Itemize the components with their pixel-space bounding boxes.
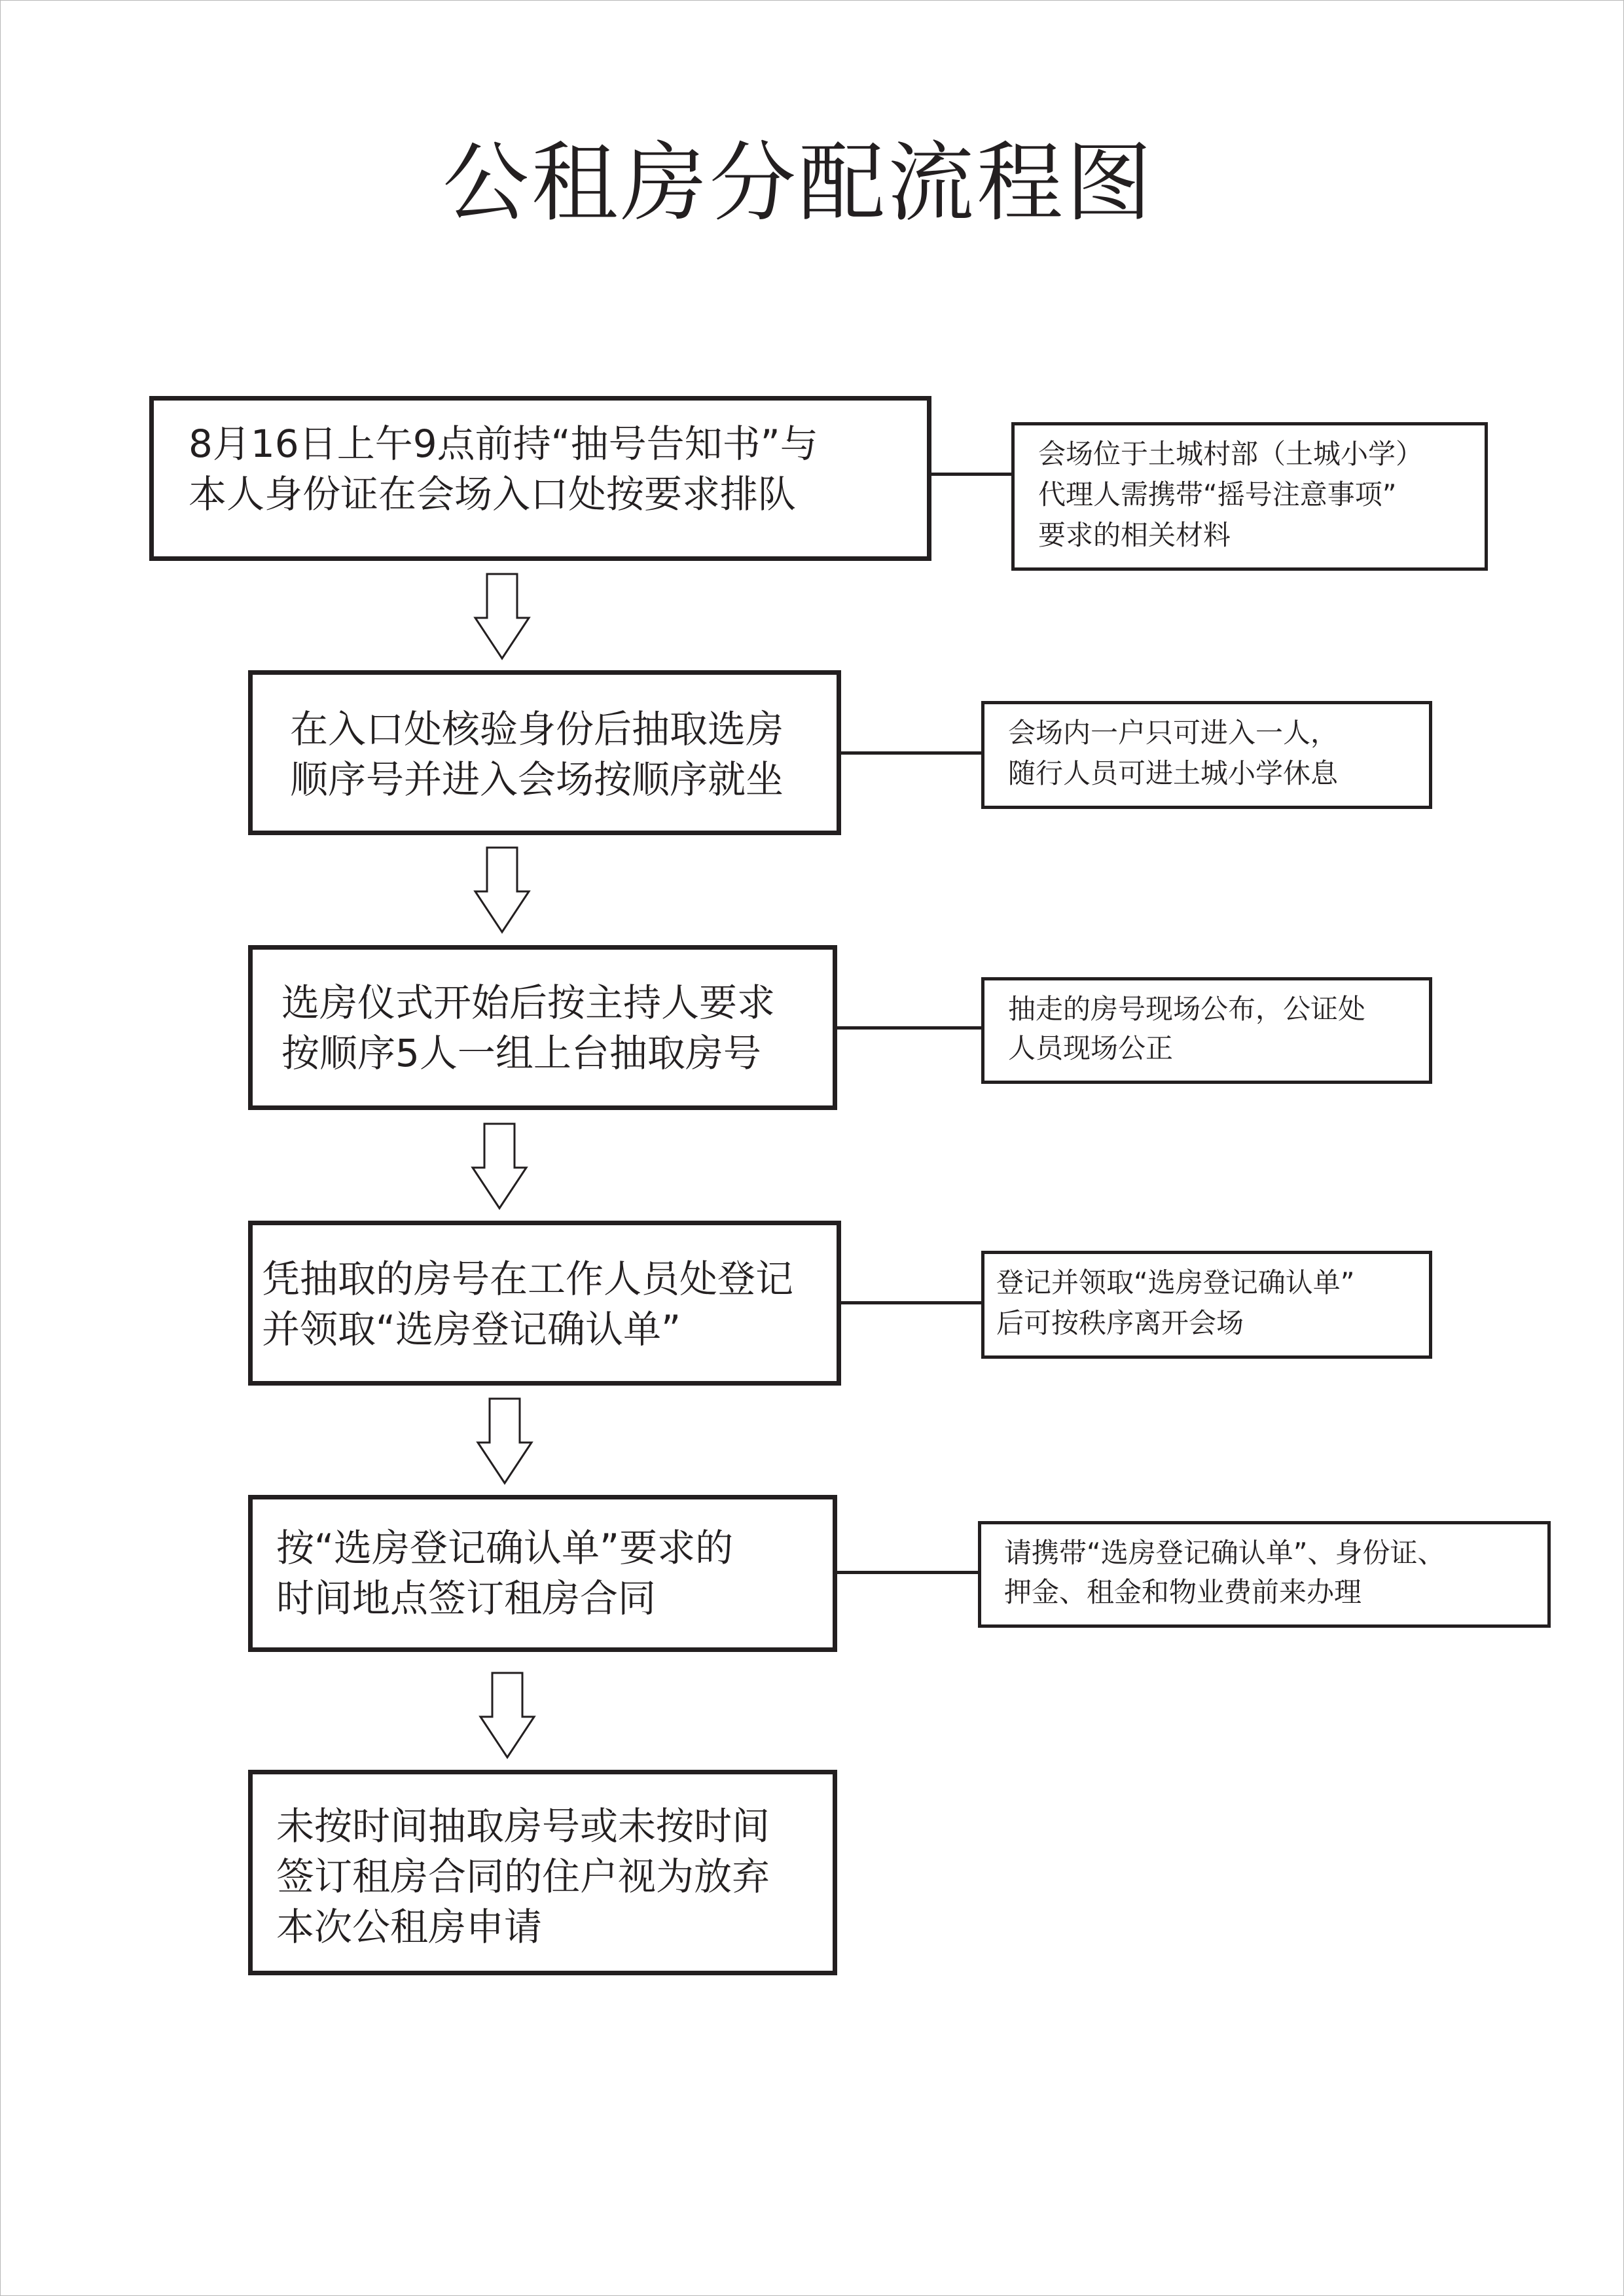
step-2-line-2: 顺序号并进入会场按顺序就坐 <box>290 757 784 802</box>
step-6-line-1: 未按时间抽取房号或未按时间 <box>276 1804 770 1848</box>
step-1-line-2: 本人身份证在会场入口处按要求排队 <box>189 472 797 516</box>
note-1-line-3: 要求的相关材料 <box>1038 519 1231 551</box>
connector-2 <box>841 751 982 755</box>
connector-4 <box>841 1301 982 1304</box>
note-3-line-1: 抽走的房号现场公布，公证处 <box>1008 993 1366 1025</box>
note-2-line-1: 会场内一户只可进入一人， <box>1008 717 1339 749</box>
step-3-line-1: 选房仪式开始后按主持人要求 <box>281 980 776 1025</box>
down-arrow-2-icon <box>473 846 532 935</box>
step-4-line-2: 并领取“选房登记确认单” <box>262 1307 681 1352</box>
note-3-line-2: 人员现场公正 <box>1008 1032 1174 1064</box>
down-arrow-3-icon <box>470 1122 529 1211</box>
step-2-line-1: 在入口处核验身份后抽取选房 <box>290 707 784 751</box>
step-1-line-1: 8月16日上午9点前持“抽号告知书”与 <box>189 422 818 466</box>
step-6-line-3: 本次公租房申请 <box>276 1905 543 1949</box>
connector-3 <box>837 1026 982 1030</box>
step-5-line-1: 按“选房登记确认单”要求的 <box>276 1526 734 1570</box>
note-2-line-2: 随行人员可进土城小学休息 <box>1008 757 1339 789</box>
note-4-line-1: 登记并领取“选房登记确认单” <box>996 1266 1355 1299</box>
step-6-line-2: 签订租房合同的住户视为放弃 <box>276 1854 770 1899</box>
page-title: 公租房分配流程图 <box>442 133 1155 234</box>
note-1-line-2: 代理人需携带“摇号注意事项” <box>1038 478 1397 511</box>
connector-1 <box>931 473 1013 476</box>
down-arrow-4-icon <box>475 1397 534 1486</box>
step-5-line-2: 时间地点签订租房合同 <box>276 1576 657 1621</box>
step-3-line-2: 按顺序5人一组上台抽取房号 <box>281 1031 761 1075</box>
note-4-line-2: 后可按秩序离开会场 <box>996 1307 1244 1339</box>
down-arrow-1-icon <box>473 572 532 661</box>
connector-5 <box>837 1571 979 1574</box>
step-4-line-1: 凭抽取的房号在工作人员处登记 <box>262 1257 794 1301</box>
note-5-line-2: 押金、租金和物业费前来办理 <box>1004 1576 1362 1608</box>
down-arrow-5-icon <box>478 1671 537 1760</box>
note-1-line-1: 会场位于土城村部（土城小学） <box>1038 438 1424 470</box>
note-5-line-1: 请携带“选房登记确认单”、身份证、 <box>1004 1537 1445 1569</box>
